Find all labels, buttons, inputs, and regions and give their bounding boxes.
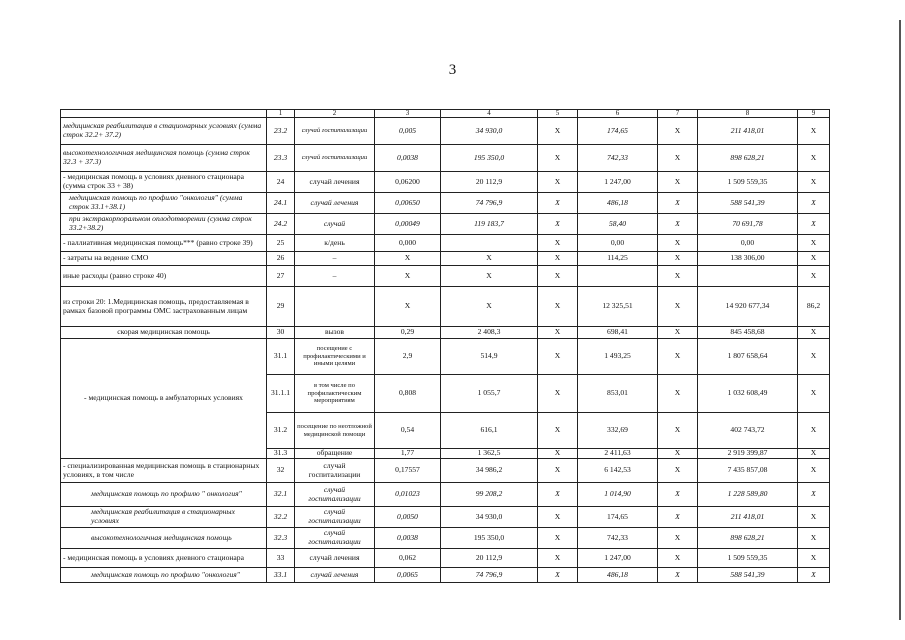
- value-cell: X: [658, 327, 698, 339]
- value-cell: 0,06200: [375, 172, 441, 193]
- row-code: 29: [267, 287, 295, 327]
- table-row: [61, 483, 830, 507]
- value-cell: 332,69: [578, 413, 658, 449]
- unit-cell: вызов: [295, 327, 375, 339]
- row-label: высокотехнологичная медицинская помощь: [61, 528, 267, 549]
- value-cell: 898 628,21: [698, 528, 798, 549]
- value-cell: 34 986,2: [441, 459, 538, 483]
- value-cell: X: [658, 449, 698, 459]
- value-cell: 119 183,7: [441, 214, 538, 235]
- value-cell: 698,41: [578, 327, 658, 339]
- row-code: 27: [267, 266, 295, 287]
- page-edge-line: [899, 20, 901, 620]
- value-cell: X: [798, 145, 830, 172]
- value-cell: 114,25: [578, 252, 658, 266]
- value-cell: X: [538, 375, 578, 413]
- unit-cell: случай лечения: [295, 172, 375, 193]
- value-cell: X: [658, 235, 698, 252]
- value-cell: 74 796,9: [441, 568, 538, 583]
- value-cell: X: [798, 568, 830, 583]
- value-cell: 195 350,0: [441, 145, 538, 172]
- row-code: 33.1: [267, 568, 295, 583]
- value-cell: X: [658, 375, 698, 413]
- header-cell: 2: [295, 110, 375, 118]
- unit-cell: посещение по неотложной медицинской помощи: [295, 413, 375, 449]
- value-cell: 0,062: [375, 549, 441, 568]
- unit-cell: случай госпитализации: [295, 507, 375, 528]
- unit-cell: к/день: [295, 235, 375, 252]
- value-cell: X: [538, 549, 578, 568]
- value-cell: X: [658, 287, 698, 327]
- table-row: [61, 266, 830, 287]
- value-cell: 195 350,0: [441, 528, 538, 549]
- value-cell: 1 362,5: [441, 449, 538, 459]
- value-cell: X: [798, 413, 830, 449]
- row-label: медицинская реабилитация в стационарных условиях: [61, 507, 267, 528]
- unit-cell: случай госпитализации: [295, 528, 375, 549]
- value-cell: X: [658, 172, 698, 193]
- value-cell: 514,9: [441, 339, 538, 375]
- page-number: 3: [448, 62, 457, 78]
- table-row: [61, 235, 830, 252]
- table-row: [61, 145, 830, 172]
- unit-cell: –: [295, 266, 375, 287]
- row-code: 32.3: [267, 528, 295, 549]
- value-cell: X: [538, 214, 578, 235]
- value-cell: 0,0065: [375, 568, 441, 583]
- value-cell: X: [798, 339, 830, 375]
- value-cell: X: [538, 266, 578, 287]
- value-cell: X: [658, 266, 698, 287]
- row-code: 23.2: [267, 118, 295, 145]
- value-cell: X: [538, 528, 578, 549]
- value-cell: X: [658, 413, 698, 449]
- header-cell: 3: [375, 110, 441, 118]
- row-code: 31.3: [267, 449, 295, 459]
- row-label: - специализированная медицинская помощь в стационарных условиях, в том числе: [61, 459, 267, 483]
- value-cell: X: [538, 483, 578, 507]
- value-cell: X: [658, 568, 698, 583]
- row-code: 24: [267, 172, 295, 193]
- table-row: [61, 528, 830, 549]
- value-cell: X: [538, 449, 578, 459]
- unit-cell: случай лечения: [295, 568, 375, 583]
- value-cell: X: [658, 459, 698, 483]
- table-row: [61, 172, 830, 193]
- value-cell: 6 142,53: [578, 459, 658, 483]
- value-cell: 0,29: [375, 327, 441, 339]
- value-cell: X: [538, 145, 578, 172]
- row-code: 31.1: [267, 339, 295, 375]
- unit-cell: случай лечения: [295, 549, 375, 568]
- row-label: медицинская помощь по профилю "онкология": [61, 568, 267, 583]
- value-cell: X: [798, 459, 830, 483]
- value-cell: X: [538, 252, 578, 266]
- value-cell: X: [798, 235, 830, 252]
- value-cell: 20 112,9: [441, 172, 538, 193]
- value-cell: 486,18: [578, 193, 658, 214]
- header-cell: 1: [267, 110, 295, 118]
- value-cell: 0,00: [698, 235, 798, 252]
- value-cell: X: [798, 252, 830, 266]
- column-number-row: [61, 110, 830, 118]
- value-cell: X: [538, 339, 578, 375]
- value-cell: X: [658, 528, 698, 549]
- value-cell: X: [538, 172, 578, 193]
- value-cell: X: [798, 327, 830, 339]
- table-row: [61, 549, 830, 568]
- value-cell: X: [538, 193, 578, 214]
- row-label: - медицинская помощь в амбулаторных условиях: [61, 339, 267, 459]
- table-row: [61, 287, 830, 327]
- value-cell: 0,0038: [375, 145, 441, 172]
- header-cell: 7: [658, 110, 698, 118]
- value-cell: 86,2: [798, 287, 830, 327]
- value-cell: 1 493,25: [578, 339, 658, 375]
- unit-cell: случай госпитализации: [295, 145, 375, 172]
- unit-cell: случай госпитализации: [295, 459, 375, 483]
- row-code: 32.2: [267, 507, 295, 528]
- value-cell: X: [441, 252, 538, 266]
- value-cell: 0,01023: [375, 483, 441, 507]
- value-cell: 138 306,00: [698, 252, 798, 266]
- value-cell: X: [375, 252, 441, 266]
- table-row: [61, 193, 830, 214]
- value-cell: 1 014,90: [578, 483, 658, 507]
- value-cell: [698, 266, 798, 287]
- value-cell: X: [538, 507, 578, 528]
- row-label: - медицинская помощь в условиях дневного стационара (сумма строк 33 + 38): [61, 172, 267, 193]
- header-cell: 5: [538, 110, 578, 118]
- financial-table: [60, 109, 830, 583]
- header-cell: 4: [441, 110, 538, 118]
- value-cell: 0,00: [578, 235, 658, 252]
- table-row: [61, 214, 830, 235]
- value-cell: 2 408,3: [441, 327, 538, 339]
- value-cell: X: [658, 252, 698, 266]
- row-code: 24.1: [267, 193, 295, 214]
- value-cell: 1 032 608,49: [698, 375, 798, 413]
- value-cell: X: [798, 549, 830, 568]
- row-label: иные расходы (равно строке 40): [61, 266, 267, 287]
- value-cell: 588 541,39: [698, 568, 798, 583]
- value-cell: X: [798, 528, 830, 549]
- unit-cell: посещение с профилактическими и иными целями: [295, 339, 375, 375]
- unit-cell: случай лечения: [295, 193, 375, 214]
- value-cell: X: [538, 568, 578, 583]
- value-cell: 1 509 559,35: [698, 549, 798, 568]
- value-cell: 34 930,0: [441, 507, 538, 528]
- value-cell: 402 743,72: [698, 413, 798, 449]
- value-cell: 20 112,9: [441, 549, 538, 568]
- value-cell: 174,65: [578, 118, 658, 145]
- header-cell: 6: [578, 110, 658, 118]
- row-label: медицинская помощь по профилю " онкология": [61, 483, 267, 507]
- value-cell: X: [658, 483, 698, 507]
- value-cell: 0,00049: [375, 214, 441, 235]
- table-row: [61, 118, 830, 145]
- value-cell: X: [798, 449, 830, 459]
- value-cell: [441, 235, 538, 252]
- value-cell: 99 208,2: [441, 483, 538, 507]
- value-cell: X: [798, 193, 830, 214]
- row-code: 25: [267, 235, 295, 252]
- table-row: [61, 507, 830, 528]
- table-row: [61, 568, 830, 583]
- row-label: высокотехнологичная медицинская помощь (сумма строк 32.3 + 37.3): [61, 145, 267, 172]
- value-cell: X: [658, 507, 698, 528]
- value-cell: 0,0050: [375, 507, 441, 528]
- value-cell: X: [798, 375, 830, 413]
- value-cell: 1,77: [375, 449, 441, 459]
- value-cell: 486,18: [578, 568, 658, 583]
- value-cell: 2 919 399,87: [698, 449, 798, 459]
- row-code: 30: [267, 327, 295, 339]
- value-cell: 174,65: [578, 507, 658, 528]
- value-cell: 12 325,51: [578, 287, 658, 327]
- row-label: медицинская реабилитация в стационарных условиях (сумма строк 32.2+ 37.2): [61, 118, 267, 145]
- value-cell: X: [798, 172, 830, 193]
- value-cell: X: [658, 549, 698, 568]
- row-label: - паллиативная медицинская помощь*** (равно строке 39): [61, 235, 267, 252]
- value-cell: 853,01: [578, 375, 658, 413]
- value-cell: 0,0038: [375, 528, 441, 549]
- value-cell: 1 509 559,35: [698, 172, 798, 193]
- unit-cell: случай госпитализации: [295, 483, 375, 507]
- value-cell: 0,54: [375, 413, 441, 449]
- row-label: - медицинская помощь в условиях дневного стационара: [61, 549, 267, 568]
- value-cell: 34 930,0: [441, 118, 538, 145]
- value-cell: 742,33: [578, 528, 658, 549]
- row-label: скорая медицинская помощь: [61, 327, 267, 339]
- row-code: 32: [267, 459, 295, 483]
- value-cell: 1 055,7: [441, 375, 538, 413]
- value-cell: X: [658, 214, 698, 235]
- value-cell: 742,33: [578, 145, 658, 172]
- value-cell: X: [798, 214, 830, 235]
- unit-cell: [295, 287, 375, 327]
- value-cell: X: [658, 145, 698, 172]
- row-label: - затраты на ведение СМО: [61, 252, 267, 266]
- value-cell: 0,000: [375, 235, 441, 252]
- unit-cell: случай: [295, 214, 375, 235]
- table-row: [61, 252, 830, 266]
- value-cell: 1 807 658,64: [698, 339, 798, 375]
- value-cell: X: [538, 459, 578, 483]
- unit-cell: в том числе по профилактическим мероприятиям: [295, 375, 375, 413]
- row-label: из строки 20: 1.Медицинская помощь, предоставляемая в рамках базовой программы ОМС застрахованным лицам: [61, 287, 267, 327]
- row-code: 31.2: [267, 413, 295, 449]
- value-cell: 845 458,68: [698, 327, 798, 339]
- value-cell: 2,9: [375, 339, 441, 375]
- value-cell: 74 796,9: [441, 193, 538, 214]
- table-row: [61, 459, 830, 483]
- value-cell: X: [441, 266, 538, 287]
- unit-cell: случай госпитализации: [295, 118, 375, 145]
- value-cell: 0,808: [375, 375, 441, 413]
- row-code: 33: [267, 549, 295, 568]
- value-cell: 211 418,01: [698, 118, 798, 145]
- row-code: 31.1.1: [267, 375, 295, 413]
- value-cell: X: [658, 193, 698, 214]
- table-row: [61, 339, 830, 375]
- value-cell: X: [375, 266, 441, 287]
- row-label: медицинская помощь по профилю "онкология" (сумма строк 33.1+38.1): [61, 193, 267, 214]
- value-cell: 14 920 677,34: [698, 287, 798, 327]
- value-cell: 7 435 857,08: [698, 459, 798, 483]
- value-cell: 616,1: [441, 413, 538, 449]
- row-label: при экстракорпоральном оплодотворении (сумма строк 33.2+38.2): [61, 214, 267, 235]
- value-cell: 0,005: [375, 118, 441, 145]
- header-cell: 8: [698, 110, 798, 118]
- row-code: 26: [267, 252, 295, 266]
- value-cell: 1 247,00: [578, 549, 658, 568]
- header-cell: [61, 110, 267, 118]
- value-cell: X: [798, 483, 830, 507]
- value-cell: X: [658, 339, 698, 375]
- unit-cell: обращение: [295, 449, 375, 459]
- value-cell: 211 418,01: [698, 507, 798, 528]
- value-cell: 2 411,63: [578, 449, 658, 459]
- value-cell: X: [375, 287, 441, 327]
- header-cell: 9: [798, 110, 830, 118]
- value-cell: 0,00650: [375, 193, 441, 214]
- value-cell: X: [798, 507, 830, 528]
- value-cell: 0,17557: [375, 459, 441, 483]
- value-cell: X: [538, 287, 578, 327]
- value-cell: X: [658, 118, 698, 145]
- value-cell: 1 228 589,80: [698, 483, 798, 507]
- unit-cell: –: [295, 252, 375, 266]
- table-row: [61, 327, 830, 339]
- row-code: 23.3: [267, 145, 295, 172]
- value-cell: 1 247,00: [578, 172, 658, 193]
- value-cell: 58,40: [578, 214, 658, 235]
- row-code: 24.2: [267, 214, 295, 235]
- value-cell: X: [538, 235, 578, 252]
- value-cell: [578, 266, 658, 287]
- value-cell: 898 628,21: [698, 145, 798, 172]
- value-cell: X: [538, 118, 578, 145]
- value-cell: 588 541,39: [698, 193, 798, 214]
- value-cell: X: [538, 327, 578, 339]
- value-cell: X: [538, 413, 578, 449]
- value-cell: 70 691,78: [698, 214, 798, 235]
- row-code: 32.1: [267, 483, 295, 507]
- value-cell: X: [798, 266, 830, 287]
- value-cell: X: [441, 287, 538, 327]
- value-cell: X: [798, 118, 830, 145]
